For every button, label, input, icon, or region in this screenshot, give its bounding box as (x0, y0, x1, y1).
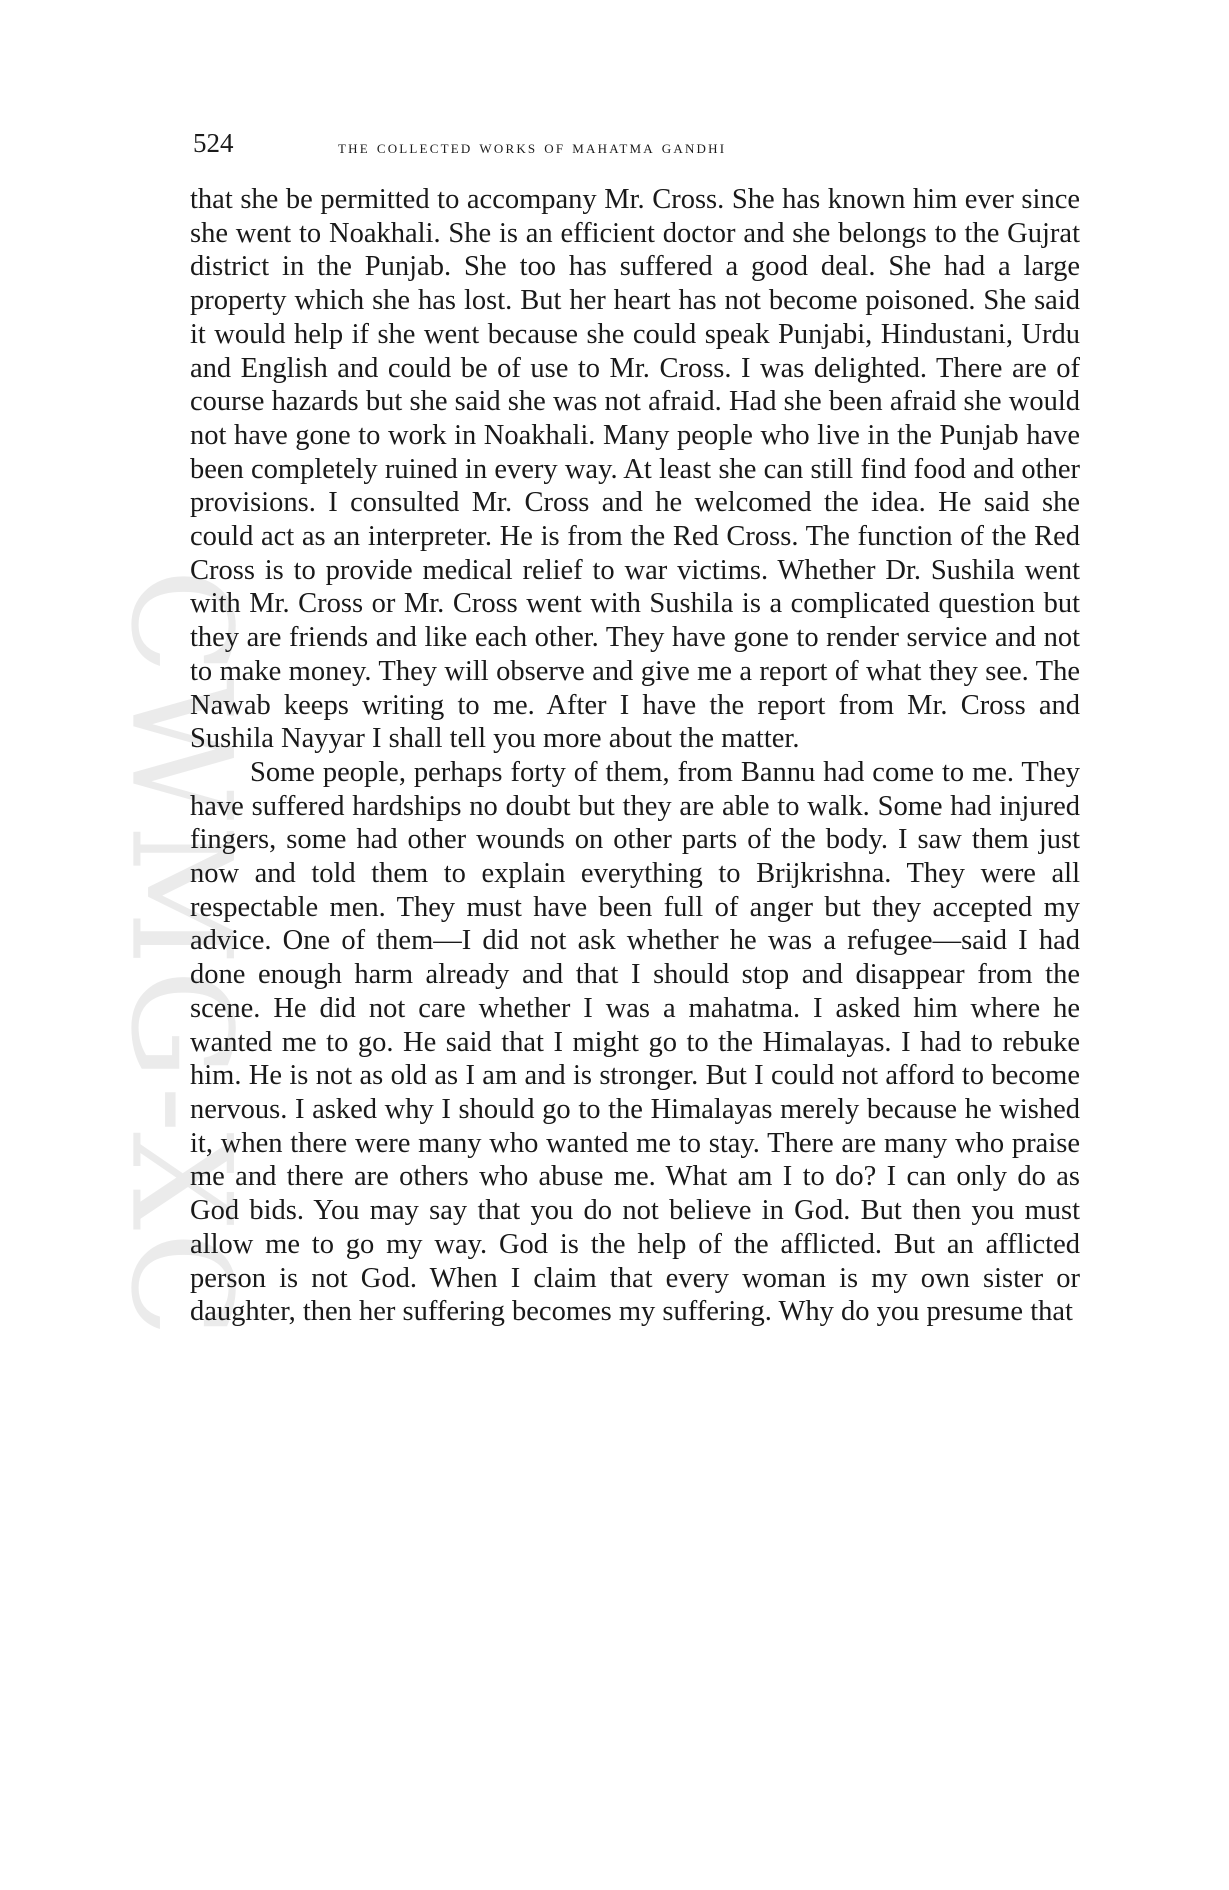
paragraph: Some people, perhaps forty of them, from Bannu had come to me. They have suffered hardships no doubt but they are able to walk. Some had injured fingers, some had other wounds on other parts of the body. I saw them just now and told them to explain everything to Brijkrishna. They were all respectable men. They must have been full of anger but they accepted my advice. One of them—I did not ask whether he was a refugee—said I had done enough harm already and that I should stop and disappear from the scene. He did not care whether I was a mahatma. I asked him where he wanted me to go. He said that I might go to the Himalayas. I had to rebuke him. He is not as old as I am and is stronger. But I could not afford to become nervous. I asked why I should go to the Himalayas merely because he wished it, when there were many who wanted me to stay. There are many who praise me and there are others who abuse me. What am I to do? I can only do as God bids. You may say that you do not believe in God. But then you must allow me to go my way. God is the help of the afflicted. But an afflicted person is not God. When I claim that every woman is my own sister or daughter, then her suffering becomes my suffering. Why do you presume that (190, 756, 1080, 1328)
page-header (193, 128, 1080, 168)
running-head: the collected works of mahatma gandhi (338, 137, 727, 158)
page-number: 524 (193, 128, 234, 158)
body-text (190, 183, 1080, 1329)
watermark-text: CWMG-XC (100, 568, 261, 1342)
paragraph: that she be permitted to accompany Mr. Cross. She has known him ever since she went to Noakhali. She is an efficient doctor and she belongs to the Gujrat district in the Punjab. She too has suffered a good deal. She had a large property which she has lost. But her heart has not become poisoned. She said it would help if she went because she could speak Punjabi, Hindustani, Urdu and English and could be of use to Mr. Cross. I was delighted. There are of course hazards but she said she was not afraid. Had she been afraid she would not have gone to work in Noakhali. Many people who live in the Punjab have been completely ruined in every way. At least she can still find food and other provisions. I consulted Mr. Cross and he welcomed the idea. He said she could act as an interpreter. He is from the Red Cross. The function of the Red Cross is to provide medical relief to war victims. Whether Dr. Sushila went with Mr. Cross or Mr. Cross went with Sushila is a complicated question but they are friends and like each other. They have gone to render service and not to make money. They will observe and give me a report of what they see. The Nawab keeps writing to me. After I have the report from Mr. Cross and Sushila Nayyar I shall tell you more about the matter. (190, 184, 1080, 755)
